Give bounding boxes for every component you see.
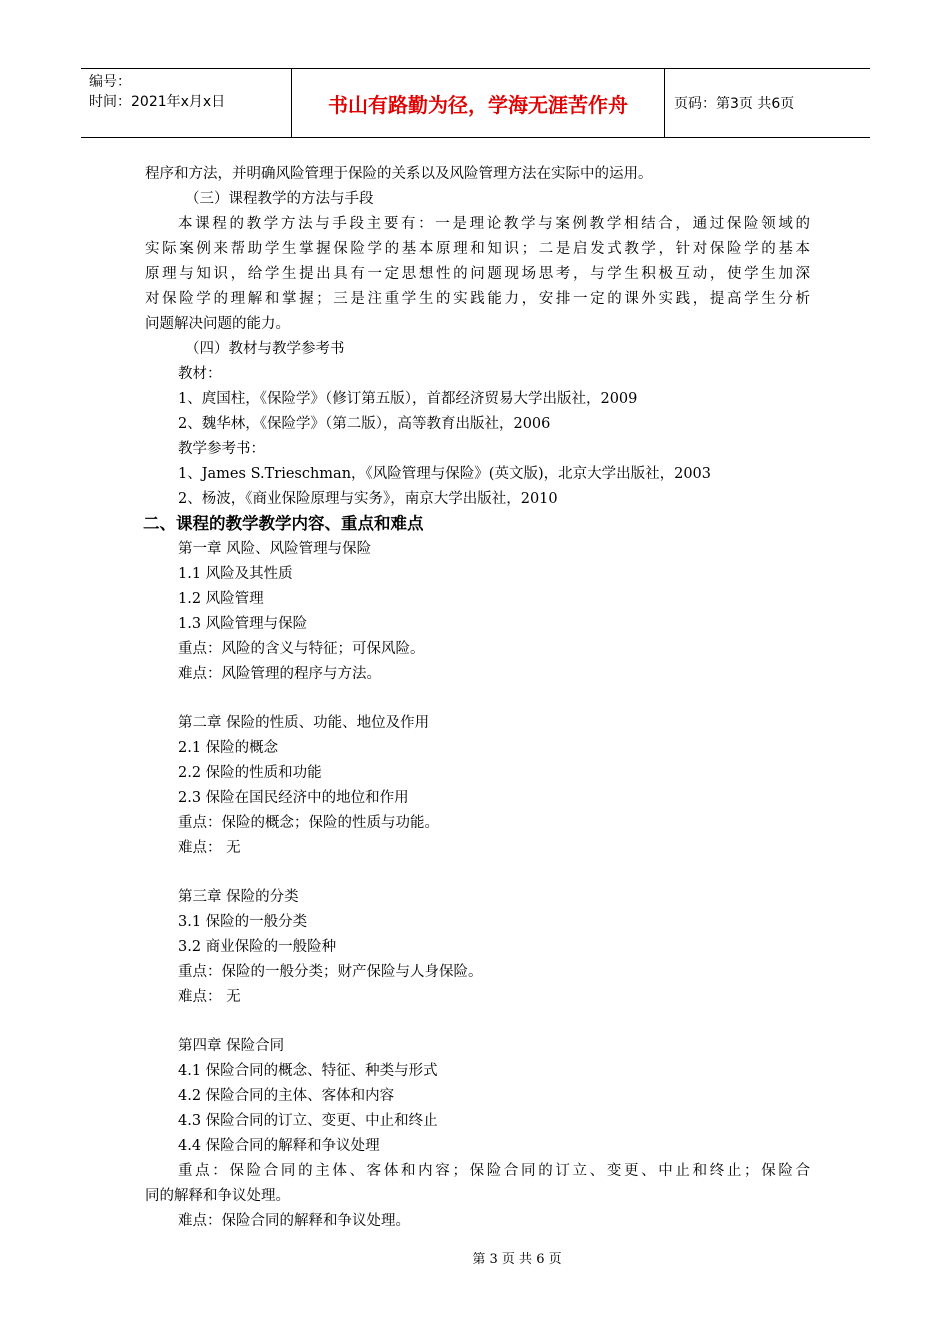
- chapter-title: 第三章 保险的分类: [178, 889, 299, 905]
- difficult-point: 难点：风险管理的程序与方法。: [178, 666, 381, 682]
- text-line: 教学参考书：: [178, 441, 265, 457]
- list-item: 4.1 保险合同的概念、特征、种类与形式: [178, 1063, 438, 1079]
- reference-item: 1、庹国柱，《保险学》（修订第五版），首都经济贸易大学出版社，2009: [178, 391, 638, 407]
- key-point: 重点：保险的概念；保险的性质与功能。: [178, 815, 439, 831]
- header-page: 页码：第3页 共6页: [674, 96, 795, 112]
- reference-item: 2、魏华林，《保险学》（第二版），高等教育出版社，2006: [178, 416, 551, 432]
- list-item: 2.3 保险在国民经济中的地位和作用: [178, 790, 409, 806]
- list-item: 1.1 风险及其性质: [178, 566, 293, 582]
- chapter-heading: 二、课程的教学教学内容、重点和难点: [143, 514, 424, 533]
- paragraph-line: 对保险学的理解和掌握；三是注重学生的实践能力，安排一定的课外实践，提高学生分析: [145, 291, 810, 307]
- section-heading: （三）课程教学的方法与手段: [185, 191, 374, 207]
- paragraph-line: 原理与知识，给学生提出具有一定思想性的问题现场思考，与学生积极互动，使学生加深: [145, 266, 810, 282]
- header-time: 时间：2021年x月x日: [89, 94, 226, 110]
- list-item: 4.4 保险合同的解释和争议处理: [178, 1138, 380, 1154]
- section-heading: （四）教材与教学参考书: [185, 341, 345, 357]
- header-meta: [81, 69, 292, 137]
- difficult-point: 难点： 无: [178, 989, 241, 1005]
- key-point: 重点：风险的含义与特征；可保风险。: [178, 641, 425, 657]
- key-point-continued: 同的解释和争议处理。: [145, 1188, 290, 1204]
- page-header: [81, 68, 870, 138]
- difficult-point: 难点： 无: [178, 840, 241, 856]
- paragraph-line: 问题解决问题的能力。: [145, 316, 290, 332]
- text-line: 程序和方法，并明确风险管理于保险的关系以及风险管理方法在实际中的运用。: [145, 166, 653, 182]
- key-point: 重点：保险合同的主体、客体和内容；保险合同的订立、变更、中止和终止；保险合: [178, 1163, 810, 1179]
- list-item: 1.3 风险管理与保险: [178, 616, 308, 632]
- key-point: 重点：保险的一般分类；财产保险与人身保险。: [178, 964, 483, 980]
- paragraph-line: 实际案例来帮助学生掌握保险学的基本原理和知识；二是启发式教学，针对保险学的基本: [145, 241, 810, 257]
- reference-item: 2、杨波，《商业保险原理与实务》，南京大学出版社，2010: [178, 491, 558, 507]
- chapter-title: 第二章 保险的性质、功能、地位及作用: [178, 715, 430, 731]
- text-line: 教材：: [178, 366, 222, 382]
- header-motto: 书山有路勤为径，学海无涯苦作舟: [292, 69, 665, 137]
- chapter-title: 第四章 保险合同: [178, 1038, 285, 1054]
- reference-item: 1、James S.Trieschman，《风险管理与保险》(英文版)，北京大学出版社，2003: [178, 466, 712, 482]
- list-item: 3.2 商业保险的一般险种: [178, 939, 337, 955]
- chapter-title: 第一章 风险、风险管理与保险: [178, 541, 372, 557]
- list-item: 4.2 保险合同的主体、客体和内容: [178, 1088, 395, 1104]
- page-footer: 第 3 页 共 6 页: [472, 1252, 562, 1267]
- header-number: 编号：: [89, 74, 131, 90]
- list-item: 2.1 保险的概念: [178, 740, 279, 756]
- list-item: 3.1 保险的一般分类: [178, 914, 308, 930]
- list-item: 1.2 风险管理: [178, 591, 264, 607]
- difficult-point: 难点：保险合同的解释和争议处理。: [178, 1213, 410, 1229]
- list-item: 2.2 保险的性质和功能: [178, 765, 322, 781]
- paragraph-line: 本课程的教学方法与手段主要有：一是理论教学与案例教学相结合，通过保险领域的: [178, 216, 810, 232]
- list-item: 4.3 保险合同的订立、变更、中止和终止: [178, 1113, 438, 1129]
